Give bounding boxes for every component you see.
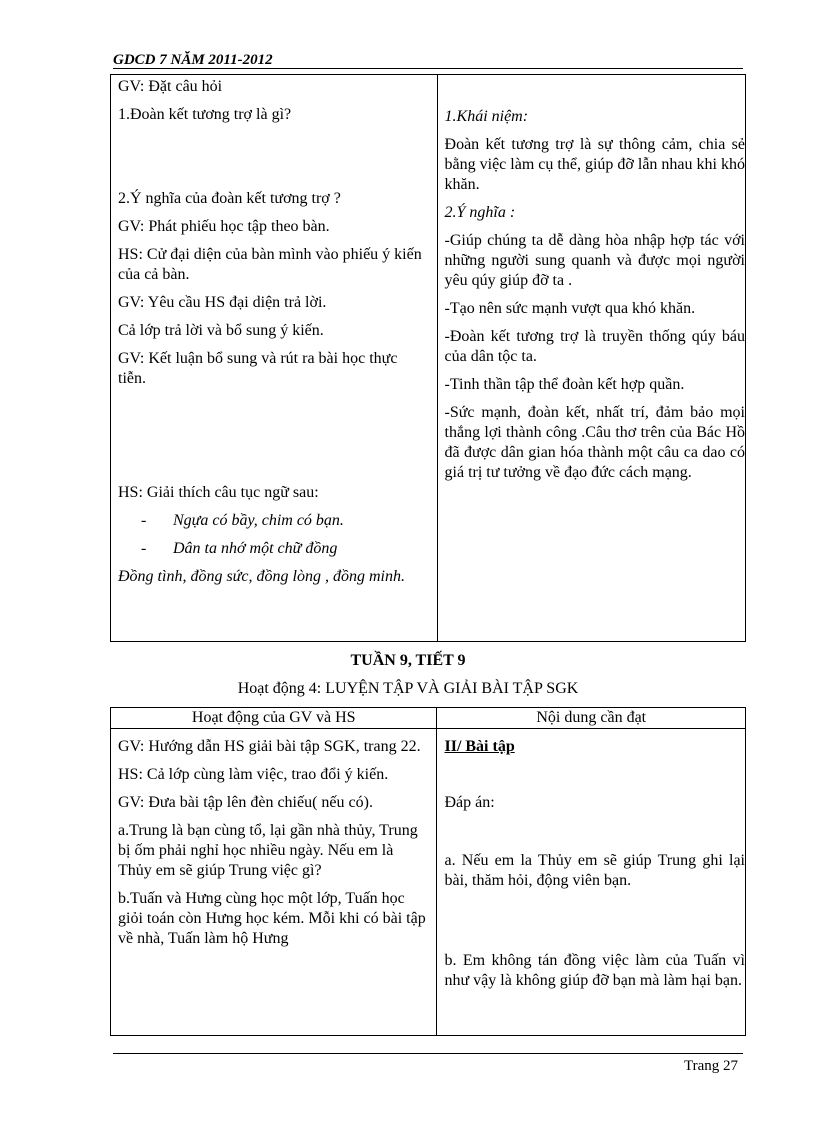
header-content: Nội dung cần đạt (437, 708, 746, 729)
meaning-point: -Tinh thần tập thể đoàn kết hợp quần. (444, 376, 685, 393)
content-column (437, 75, 745, 642)
teacher-student-column (111, 75, 438, 642)
meaning-point: -Đoàn kết tương trợ là truyền thống qúy báu của dân tộc ta. (444, 328, 745, 365)
meaning-point: -Tạo nên sức mạnh vượt qua khó khăn. (444, 300, 696, 317)
left-line: 2.Ý nghĩa của đoàn kết tương trợ ? (118, 190, 341, 207)
answers-column (437, 729, 746, 1036)
left-line: GV: Đặt câu hỏi (118, 78, 223, 95)
lesson-table-1 (110, 74, 746, 642)
proverb-text: Ngựa có bầy, chim có bạn. (173, 512, 344, 529)
concept-heading: 1.Khái niệm: (444, 108, 529, 125)
left-line: HS: Cả lớp cùng làm việc, trao đổi ý kiến. (118, 766, 389, 783)
answer-b: b. Em không tán đồng việc làm của Tuấn vì như vậy là không giúp đỡ bạn mà làm hại bạn. (444, 952, 745, 989)
answer-a: a. Nếu em la Thủy em sẽ giúp Trung ghi lại bài, thăm hỏi, động viên bạn. (444, 852, 745, 889)
week-heading: TUẦN 9, TIẾT 9 (350, 652, 466, 669)
dash-bullet: - (141, 540, 147, 557)
left-line: GV: Hướng dẫn HS giải bài tập SGK, trang 22. (118, 738, 421, 755)
proverb-text: Dân ta nhớ một chữ đồng (173, 540, 338, 557)
exercise-a: a.Trung là bạn cùng tổ, lại gần nhà thủy, Trung bị ốm phải nghỉ học nhiều ngày. Nếu em là Thủy em sẽ giúp Trung việc gì? (118, 822, 418, 879)
left-line: GV: Đưa bài tập lên đèn chiếu( nếu có). (118, 794, 373, 811)
meaning-heading: 2.Ý nghĩa : (444, 204, 516, 221)
left-line: HS: Cử đại diện của bàn mình vào phiếu ý kiến của cả bàn. (118, 246, 422, 283)
left-line: 1.Đoàn kết tương trợ là gì? (118, 106, 292, 123)
activities-column (111, 729, 437, 1036)
left-line: GV: Yêu cầu HS đại diện trả lời. (118, 294, 327, 311)
page-number: Trang 27 (683, 1058, 738, 1074)
header-activities: Hoạt động của GV và HS (111, 708, 437, 729)
exercise-heading: II/ Bài tập (444, 738, 515, 755)
proverb-continuation: Đồng tình, đồng sức, đồng lòng , đồng minh. (118, 568, 405, 585)
meaning-point: -Giúp chúng ta dễ dàng hòa nhập hợp tác với những người sung quanh và được mọi người yêu qúy giúp đỡ ta . (444, 232, 745, 289)
exercise-b: b.Tuấn và Hưng cùng học một lớp, Tuấn học giỏi toán còn Hưng học kém. Mỗi khi có bài tập về nhà, Tuấn làm hộ Hưng (118, 890, 426, 947)
proverb-item (111, 511, 437, 531)
answer-label: Đáp án: (444, 794, 495, 811)
lesson-table-2 (110, 707, 746, 1036)
meaning-point: -Sức mạnh, đoàn kết, nhất trí, đảm bảo mọi thắng lợi thành công .Câu thơ trên của Bác Hồ đã được dân gian hóa thành một câu ca dao có giá trị tư tưởng về đạo đức cách mạng. (444, 404, 745, 481)
left-line: Cả lớp trả lời và bổ sung ý kiến. (118, 322, 324, 339)
left-line: GV: Kết luận bổ sung và rút ra bài học thực tiễn. (118, 350, 398, 387)
footer-rule (113, 1053, 743, 1054)
concept-text: Đoàn kết tương trợ là sự thông cảm, chia sẻ bằng việc làm cụ thể, giúp đỡ lẫn nhau khi khó khăn. (444, 136, 745, 193)
header-rule (113, 68, 743, 69)
document-header: GDCD 7 NĂM 2011-2012 (113, 52, 273, 68)
left-line: GV: Phát phiếu học tập theo bàn. (118, 218, 330, 235)
left-line: HS: Giải thích câu tục ngữ sau: (118, 484, 319, 501)
dash-bullet: - (141, 512, 147, 529)
proverb-item (111, 539, 437, 559)
activity-heading: Hoạt động 4: LUYỆN TẬP VÀ GIẢI BÀI TẬP SGK (237, 680, 579, 697)
